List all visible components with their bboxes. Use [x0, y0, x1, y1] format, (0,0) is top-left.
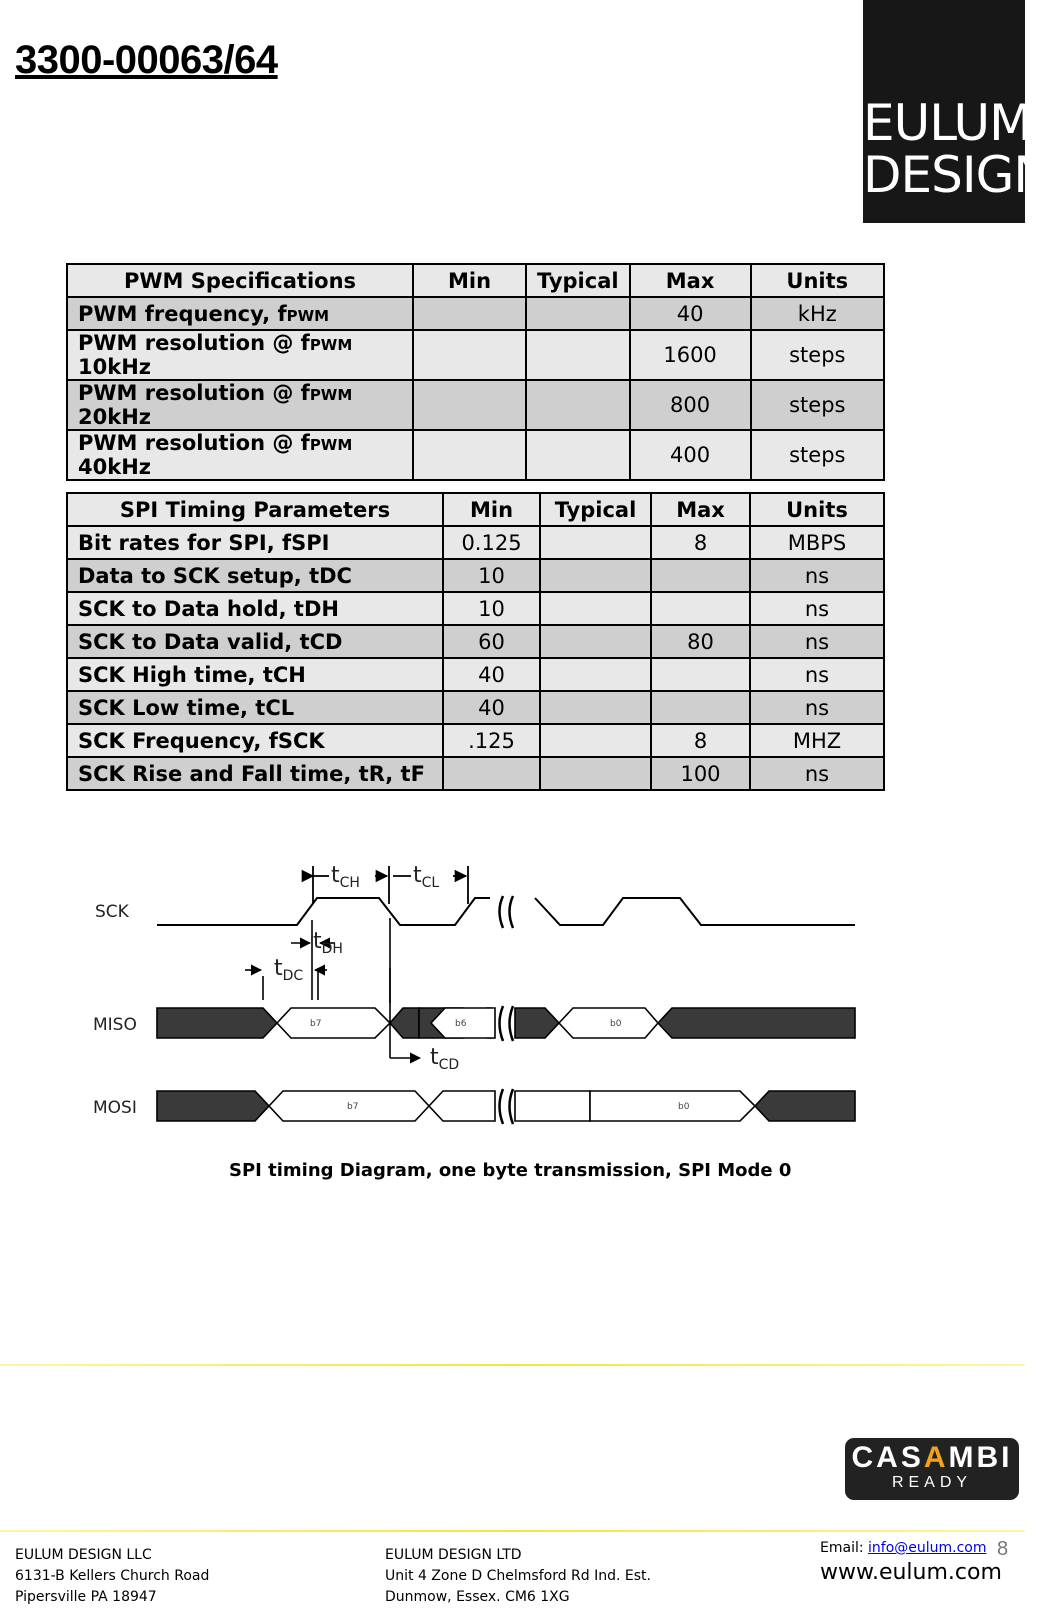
- spi-max-cell: 80: [651, 625, 750, 658]
- spi-max-cell: 8: [651, 526, 750, 559]
- spi-units-cell: MHZ: [750, 724, 884, 757]
- tcd-label: $t_{CD}$: [430, 1045, 460, 1073]
- spi-units-cell: ns: [750, 691, 884, 724]
- spi-timing-diagram: [85, 858, 865, 1128]
- spi-timing-table: [66, 492, 885, 791]
- table-row: [67, 526, 884, 559]
- break-mark-mosi: [500, 1089, 514, 1124]
- pwm-max-cell: 800: [630, 380, 751, 430]
- signal-label-sck: SCK: [95, 902, 129, 922]
- eulum-logo: [863, 0, 1050, 223]
- spi-max-cell: [651, 691, 750, 724]
- spi-max-cell: [651, 592, 750, 625]
- miso-bit-b7: b7: [310, 1019, 322, 1029]
- pwm-typ-cell: [526, 297, 630, 330]
- badge-ready-text: READY: [891, 1474, 973, 1491]
- spi-header-typical: Typical: [540, 493, 651, 526]
- spi-units-cell: ns: [750, 592, 884, 625]
- spi-min-cell: 0.125: [443, 526, 540, 559]
- badge-text-1: CAS: [851, 1441, 924, 1474]
- pwm-max-cell: 1600: [630, 330, 751, 380]
- pwm-units-cell: steps: [751, 380, 884, 430]
- spi-typ-cell: [540, 757, 651, 790]
- badge-text-accent: A: [923, 1441, 949, 1474]
- tdh-label: $t_{DH}$: [313, 929, 343, 957]
- pwm-typ-cell: [526, 380, 630, 430]
- table-row: [67, 658, 884, 691]
- casambi-ready-badge: [845, 1438, 1019, 1500]
- diagram-caption: SPI timing Diagram, one byte transmission, SPI Mode 0: [229, 1160, 792, 1181]
- footer-uk-address: [385, 1545, 651, 1608]
- pwm-header-units: Units: [751, 264, 884, 297]
- table-row: [67, 757, 884, 790]
- pwm-param-cell: PWM frequency, fPWM: [67, 297, 413, 330]
- spi-header-param: SPI Timing Parameters: [67, 493, 443, 526]
- uk-company: EULUM DESIGN LTD: [385, 1547, 522, 1563]
- spi-typ-cell: [540, 526, 651, 559]
- spi-header-min: Min: [443, 493, 540, 526]
- spi-param-cell: SCK Frequency, fSCK: [67, 724, 443, 757]
- spi-param-cell: Data to SCK setup, tDC: [67, 559, 443, 592]
- mosi-waveform: [157, 1091, 855, 1121]
- email-link[interactable]: info@eulum.com: [868, 1540, 987, 1556]
- tdc-label: $t_{DC}$: [274, 956, 304, 984]
- pwm-min-cell: [413, 380, 526, 430]
- spi-typ-cell: [540, 592, 651, 625]
- page-number: 8: [997, 1538, 1009, 1560]
- spi-param-cell: Bit rates for SPI, fSPI: [67, 526, 443, 559]
- pwm-header-param: PWM Specifications: [67, 264, 413, 297]
- break-mark-sck: [500, 896, 514, 928]
- spi-max-cell: 100: [651, 757, 750, 790]
- table-row: [67, 559, 884, 592]
- us-company: EULUM DESIGN LLC: [15, 1547, 152, 1563]
- uk-city: Dunmow, Essex. CM6 1XG: [385, 1589, 570, 1605]
- tcl-label: $t_{CL}$: [413, 863, 440, 891]
- mosi-bit-b0: b0: [678, 1102, 690, 1112]
- break-mark-miso: [500, 1006, 514, 1041]
- spi-units-cell: ns: [750, 559, 884, 592]
- spi-min-cell: 60: [443, 625, 540, 658]
- spi-units-cell: ns: [750, 625, 884, 658]
- table-row: [67, 691, 884, 724]
- document-id: 3300-00063/64: [15, 38, 278, 82]
- logo-line-1: EULUM: [863, 94, 1032, 152]
- badge-text-2: MBI: [948, 1441, 1013, 1474]
- spi-min-cell: 10: [443, 592, 540, 625]
- pwm-header-typical: Typical: [526, 264, 630, 297]
- table-row: [67, 297, 884, 330]
- table-row: [67, 330, 884, 380]
- spi-min-cell: 40: [443, 658, 540, 691]
- pwm-min-cell: [413, 430, 526, 480]
- pwm-header-min: Min: [413, 264, 526, 297]
- spi-typ-cell: [540, 724, 651, 757]
- pwm-units-cell: steps: [751, 330, 884, 380]
- spi-typ-cell: [540, 625, 651, 658]
- spi-param-cell: SCK Rise and Fall time, tR, tF: [67, 757, 443, 790]
- pwm-param-cell: PWM resolution @ fPWM 40kHz: [67, 430, 413, 480]
- spi-header-max: Max: [651, 493, 750, 526]
- pwm-spec-table: [66, 263, 885, 481]
- pwm-max-cell: 40: [630, 297, 751, 330]
- divider-line-top: [0, 1364, 1025, 1366]
- table-row: [67, 380, 884, 430]
- spi-header-units: Units: [750, 493, 884, 526]
- spi-min-cell: [443, 757, 540, 790]
- signal-label-miso: MISO: [93, 1015, 137, 1035]
- spi-typ-cell: [540, 658, 651, 691]
- uk-street: Unit 4 Zone D Chelmsford Rd Ind. Est.: [385, 1568, 651, 1584]
- spi-min-cell: .125: [443, 724, 540, 757]
- footer-us-address: [15, 1545, 209, 1608]
- table-row: [67, 430, 884, 480]
- sck-waveform: [157, 898, 855, 925]
- spi-units-cell: ns: [750, 757, 884, 790]
- pwm-max-cell: 400: [630, 430, 751, 480]
- spi-typ-cell: [540, 559, 651, 592]
- pwm-units-cell: steps: [751, 430, 884, 480]
- table-row: [67, 724, 884, 757]
- email-label: Email:: [820, 1540, 869, 1556]
- spi-units-cell: ns: [750, 658, 884, 691]
- logo-line-2: DESIGN: [863, 146, 1050, 204]
- pwm-typ-cell: [526, 430, 630, 480]
- mosi-bit-b7: b7: [347, 1102, 359, 1112]
- spi-param-cell: SCK to Data hold, tDH: [67, 592, 443, 625]
- spi-max-cell: [651, 658, 750, 691]
- pwm-min-cell: [413, 297, 526, 330]
- miso-bit-b0: b0: [610, 1019, 622, 1029]
- pwm-min-cell: [413, 330, 526, 380]
- pwm-header-max: Max: [630, 264, 751, 297]
- pwm-param-cell: PWM resolution @ fPWM 10kHz: [67, 330, 413, 380]
- spi-min-cell: 10: [443, 559, 540, 592]
- us-street: 6131-B Kellers Church Road: [15, 1568, 210, 1584]
- pwm-units-cell: kHz: [751, 297, 884, 330]
- signal-label-mosi: MOSI: [93, 1098, 137, 1118]
- miso-waveform: [157, 1008, 855, 1038]
- spi-typ-cell: [540, 691, 651, 724]
- pwm-typ-cell: [526, 330, 630, 380]
- tch-label: $t_{CH}$: [331, 863, 360, 891]
- footer-website: www.eulum.com: [820, 1560, 1002, 1585]
- table-row: [67, 592, 884, 625]
- spi-min-cell: 40: [443, 691, 540, 724]
- spi-param-cell: SCK Low time, tCL: [67, 691, 443, 724]
- footer-email: [820, 1540, 987, 1556]
- us-city: Pipersville PA 18947: [15, 1589, 157, 1605]
- divider-line-bottom: [0, 1530, 1025, 1532]
- spi-max-cell: 8: [651, 724, 750, 757]
- miso-bit-b6: b6: [455, 1019, 467, 1029]
- spi-units-cell: MBPS: [750, 526, 884, 559]
- table-row: [67, 625, 884, 658]
- spi-param-cell: SCK High time, tCH: [67, 658, 443, 691]
- spi-max-cell: [651, 559, 750, 592]
- pwm-param-cell: PWM resolution @ fPWM 20kHz: [67, 380, 413, 430]
- spi-param-cell: SCK to Data valid, tCD: [67, 625, 443, 658]
